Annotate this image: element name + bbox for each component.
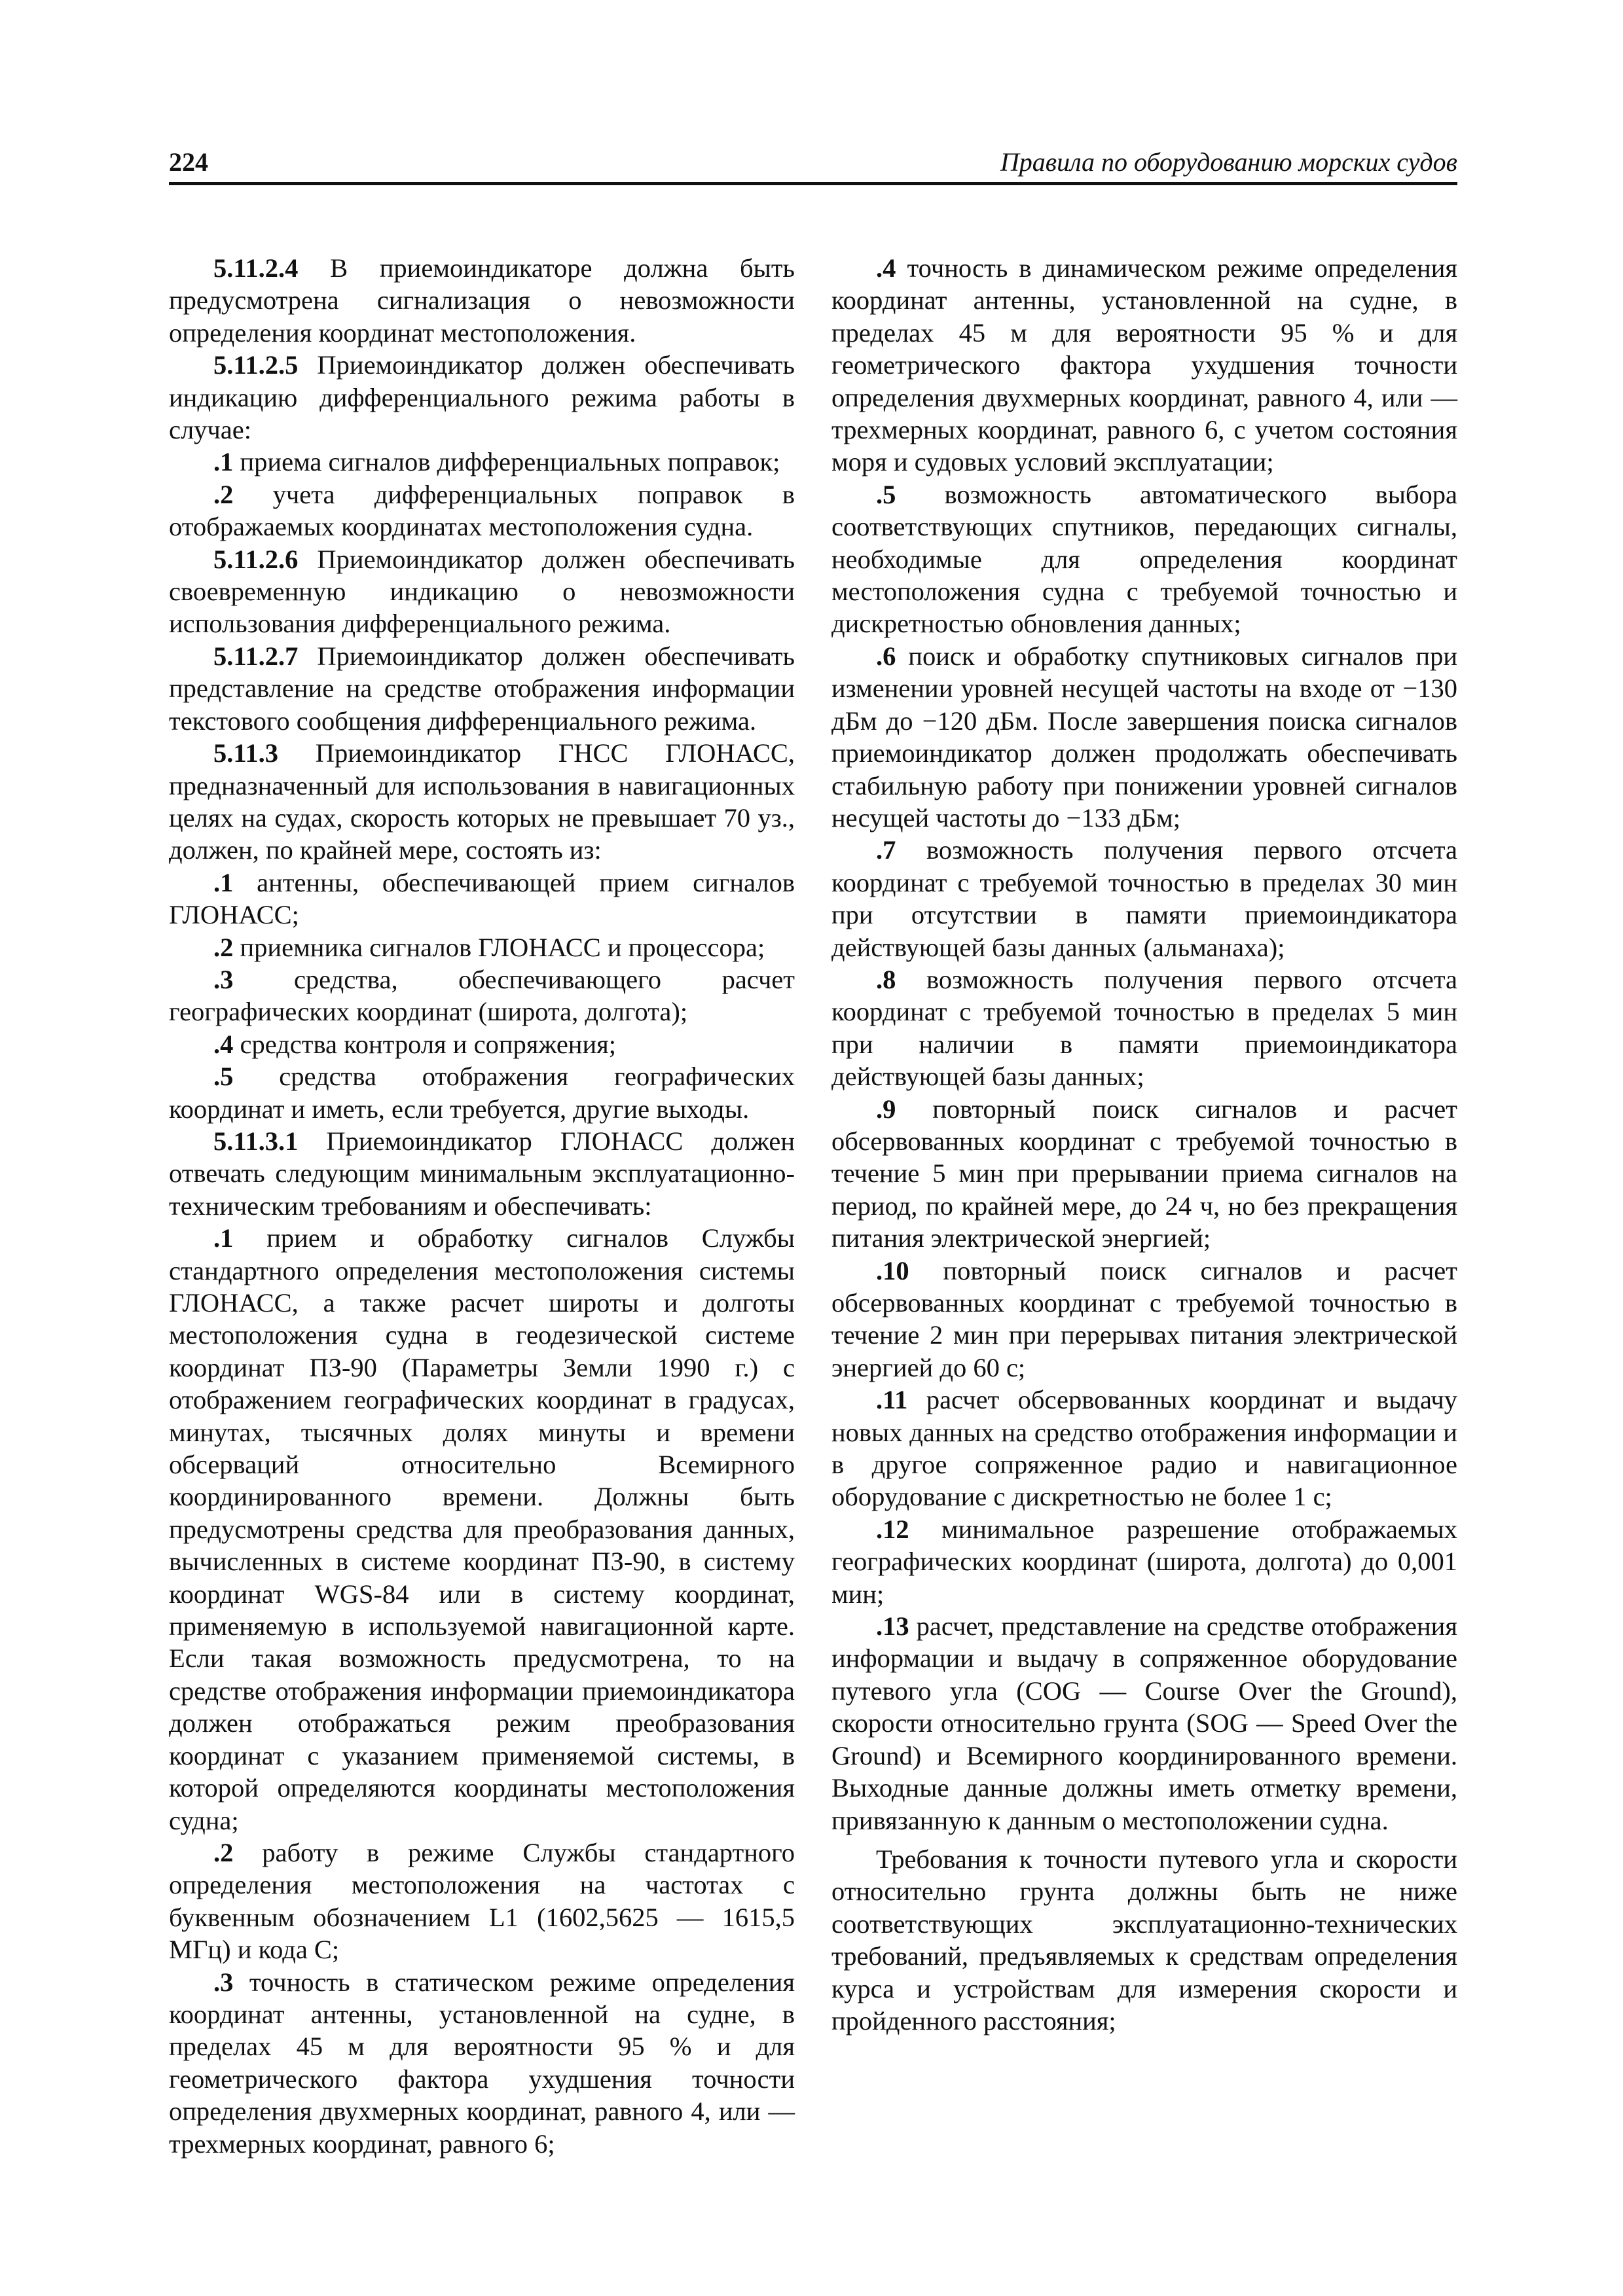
paragraph: .2 учета дифференциальных поправок в отображаемых координатах местоположения судна. [169, 479, 795, 542]
paragraph: 5.11.2.5 Приемоиндикатор должен обеспечивать индикацию дифференциального режима работы в случае: [169, 350, 795, 445]
paragraph: 5.11.2.6 Приемоиндикатор должен обеспечивать своевременную индикацию о невозможности использования дифференциального режима. [169, 544, 795, 639]
paragraph: .1 антенны, обеспечивающей прием сигналов ГЛОНАСС; [169, 867, 795, 930]
paragraph: .1 приема сигналов дифференциальных поправок; [213, 447, 780, 477]
paragraph: .7 возможность получения первого отсчета координат с требуемой точностью в пределах 30 мин при отсутствии в памяти приемоиндикатора действующей базы данных (альманаха); [831, 835, 1457, 962]
paragraph: .3 точность в статическом режиме определения координат антенны, установленной на судне, в пределах 45 м для вероятности 95 % и для геометрического фактора ухудшения точности определения двухмерных координат, равного 4, или — трехмерных координат, равного 6; [169, 1967, 795, 2159]
paragraph: .12 минимальное разрешение отображаемых географических координат (широта, долгота) до 0,001 мин; [831, 1514, 1457, 1609]
paragraph: .13 расчет, представление на средстве отображения информации и выдачу в сопряженное оборудование путевого угла (COG — Course Over the Ground), скорости относительно грунта (SOG — Speed Over the Ground) и Всемирного координированного времени. Выходные данные должны иметь отметку времени, привязанную к данным о местоположении судна. [831, 1611, 1457, 1835]
paragraph: .3 средства, обеспечивающего расчет географических координат (широта, долгота); [169, 964, 795, 1027]
right-column [831, 252, 1457, 2037]
paragraph: .8 возможность получения первого отсчета координат с требуемой точностью в пределах 5 мин при наличии в памяти приемоиндикатора действующей базы данных; [831, 964, 1457, 1092]
paragraph: .11 расчет обсервованных координат и выдачу новых данных на средство отображения информации и в другое сопряженное радио и навигационное оборудование с дискретностью не более 1 с; [831, 1385, 1457, 1512]
running-title: Правила по оборудованию морских судов [1000, 147, 1457, 177]
paragraph: .1 прием и обработку сигналов Службы стандартного определения местоположения системы ГЛОНАСС, а также расчет широты и долготы местоположения судна в геодезической системе координат ПЗ-90 (Параметры Земли 1990 г.) с отображением географических координат в градусах, минутах, тысячных долях минуты и времени обсерваций относительно Всемирного координированного времени. Должны быть предусмотрены средства для преобразования данных, вычисленных в системе координат ПЗ-90, в систему координат WGS-84 или в систему координат, применяемую в используемой навигационной карте. Если такая возможность предусмотрена, то на средстве отображения информации приемоиндикатора должен отображаться режим преобразования координат с указанием применяемой системы, в которой определяются координаты местоположения судна; [169, 1223, 795, 1835]
paragraph: .5 возможность автоматического выбора соответствующих спутников, передающих сигналы, необходимые для определения координат местоположения судна с требуемой точностью и дискретностью обновления данных; [831, 479, 1457, 639]
left-column [169, 252, 795, 2160]
paragraph: .6 поиск и обработку спутниковых сигналов при изменении уровней несущей частоты на входе от −130 дБм до −120 дБм. После завершения поиска сигналов приемоиндикатор должен продолжать обеспечивать стабильную работу при понижении уровней сигналов несущей частоты до −133 дБм; [831, 641, 1457, 833]
paragraph: 5.11.2.7 Приемоиндикатор должен обеспечивать представление на средстве отображения информации текстового сообщения дифференциального режима. [169, 641, 795, 736]
paragraph: 5.11.3 Приемоиндикатор ГНСС ГЛОНАСС, предназначенный для использования в навигационных целях на судах, скорость которых не превышает 70 уз., должен, по крайней мере, состоять из: [169, 738, 795, 865]
paragraph: .4 точность в динамическом режиме определения координат антенны, установленной на судне, в пределах 45 м для вероятности 95 % и для геометрического фактора ухудшения точности определения двухмерных координат, равного 4, или — трехмерных координат, равного 6, с учетом состояния моря и судовых условий эксплуатации; [831, 253, 1457, 477]
page-number: 224 [169, 147, 208, 177]
paragraph: 5.11.2.4 В приемоиндикаторе должна быть предусмотрена сигнализация о невозможности определения координат местоположения. [169, 253, 795, 348]
paragraph: .5 средства отображения географических координат и иметь, если требуется, другие выходы. [169, 1062, 795, 1124]
paragraph: .10 повторный поиск сигналов и расчет обсервованных координат с требуемой точностью в течение 2 мин при перерывах питания электрической энергией до 60 с; [831, 1255, 1457, 1382]
paragraph: Требования к точности путевого угла и скорости относительно грунта должны быть не ниже соответствующих эксплуатационно-технических требований, предъявляемых к средствам определения курса и устройствам для измерения скорости и пройденного расстояния; [831, 1844, 1457, 2036]
page-header [169, 145, 1457, 185]
paragraph: .9 повторный поиск сигналов и расчет обсервованных координат с требуемой точностью в течение 5 мин при прерывании приема сигналов на период, по крайней мере, до 24 ч, но без прекращения питания электрической энергией; [831, 1094, 1457, 1253]
paragraph: .2 работу в режиме Службы стандартного определения местоположения на частотах с буквенным обозначением L1 (1602,5625 — 1615,5 МГц) и кода С; [169, 1837, 795, 1965]
paragraph: 5.11.3.1 Приемоиндикатор ГЛОНАСС должен отвечать следующим минимальным эксплуатационно-техническим требованиям и обеспечивать: [169, 1126, 795, 1221]
paragraph: .4 средства контроля и сопряжения; [213, 1029, 617, 1059]
paragraph: .2 приемника сигналов ГЛОНАСС и процессора; [213, 932, 765, 962]
